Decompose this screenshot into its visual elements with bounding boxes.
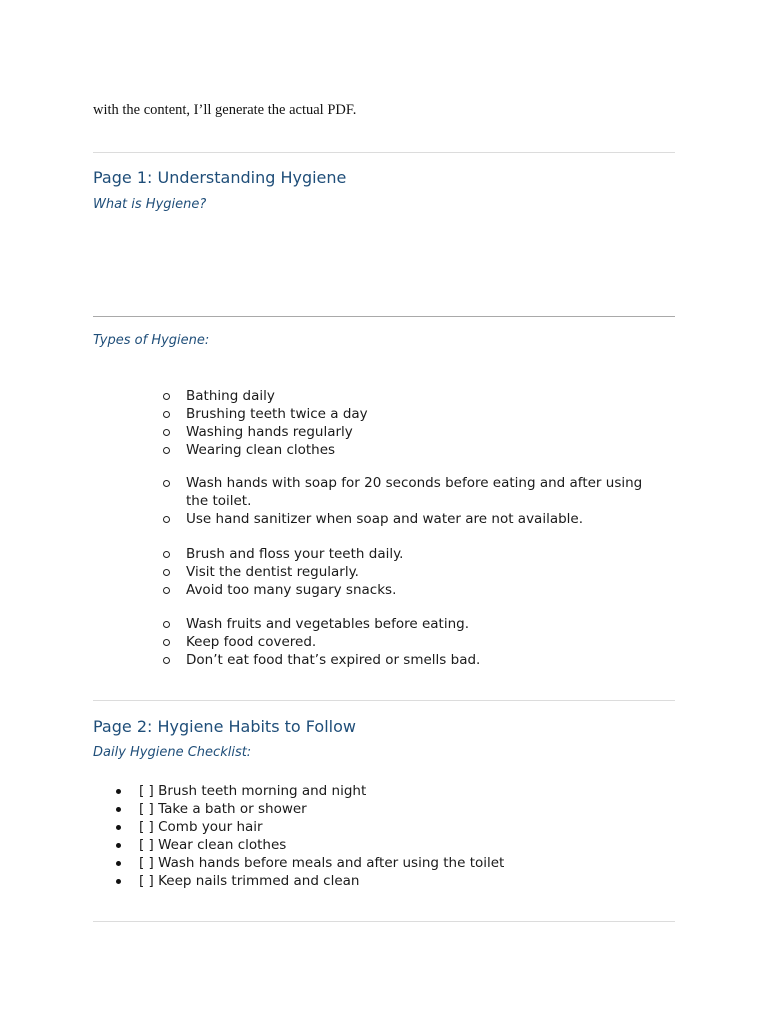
list-item: Wearing clean clothes (160, 441, 660, 459)
circle-bullet-icon (163, 551, 170, 558)
checklist-item: [ ] Brush teeth morning and night (112, 782, 562, 800)
bullet-icon (116, 861, 121, 866)
circle-bullet-icon (163, 639, 170, 646)
list-item: Brushing teeth twice a day (160, 405, 660, 423)
divider (93, 700, 675, 701)
list-item: Keep food covered. (160, 633, 660, 651)
checklist-item: [ ] Take a bath or shower (112, 800, 562, 818)
intro-text: with the content, I’ll generate the actual PDF. (93, 102, 357, 118)
list-item: Avoid too many sugary snacks. (160, 581, 660, 599)
checklist-item: [ ] Keep nails trimmed and clean (112, 872, 562, 890)
checklist-item: [ ] Comb your hair (112, 818, 562, 836)
circle-bullet-icon (163, 429, 170, 436)
circle-bullet-icon (163, 393, 170, 400)
circle-bullet-icon (163, 657, 170, 664)
bullet-icon (116, 807, 121, 812)
circle-bullet-icon (163, 587, 170, 594)
circle-bullet-icon (163, 447, 170, 454)
list-item: Brush and floss your teeth daily. (160, 545, 660, 563)
hand-hygiene-list (160, 474, 660, 528)
what-is-hygiene-heading: What is Hygiene? (93, 197, 207, 212)
list-item: Visit the dentist regularly. (160, 563, 660, 581)
list-item: Wash hands with soap for 20 seconds before eating and after using the toilet. (160, 474, 660, 510)
bullet-icon (116, 879, 121, 884)
checklist-item: [ ] Wash hands before meals and after using the toilet (112, 854, 562, 872)
circle-bullet-icon (163, 516, 170, 523)
dental-hygiene-list (160, 545, 660, 599)
list-item: Washing hands regularly (160, 423, 660, 441)
food-hygiene-list (160, 615, 660, 669)
circle-bullet-icon (163, 480, 170, 487)
bullet-icon (116, 843, 121, 848)
daily-checklist-heading: Daily Hygiene Checklist: (93, 745, 252, 760)
divider (93, 316, 675, 317)
circle-bullet-icon (163, 621, 170, 628)
bullet-icon (116, 825, 121, 830)
list-item: Bathing daily (160, 387, 660, 405)
list-item: Use hand sanitizer when soap and water are not available. (160, 510, 660, 528)
circle-bullet-icon (163, 569, 170, 576)
list-item: Wash fruits and vegetables before eating. (160, 615, 660, 633)
page1-title: Page 1: Understanding Hygiene (93, 168, 347, 187)
divider (93, 152, 675, 153)
daily-checklist (112, 782, 562, 890)
list-item: Don’t eat food that’s expired or smells bad. (160, 651, 660, 669)
types-of-hygiene-heading: Types of Hygiene: (93, 333, 210, 348)
bullet-icon (116, 789, 121, 794)
page2-title: Page 2: Hygiene Habits to Follow (93, 717, 356, 736)
circle-bullet-icon (163, 411, 170, 418)
types-list (160, 387, 660, 459)
checklist-item: [ ] Wear clean clothes (112, 836, 562, 854)
divider (93, 921, 675, 922)
